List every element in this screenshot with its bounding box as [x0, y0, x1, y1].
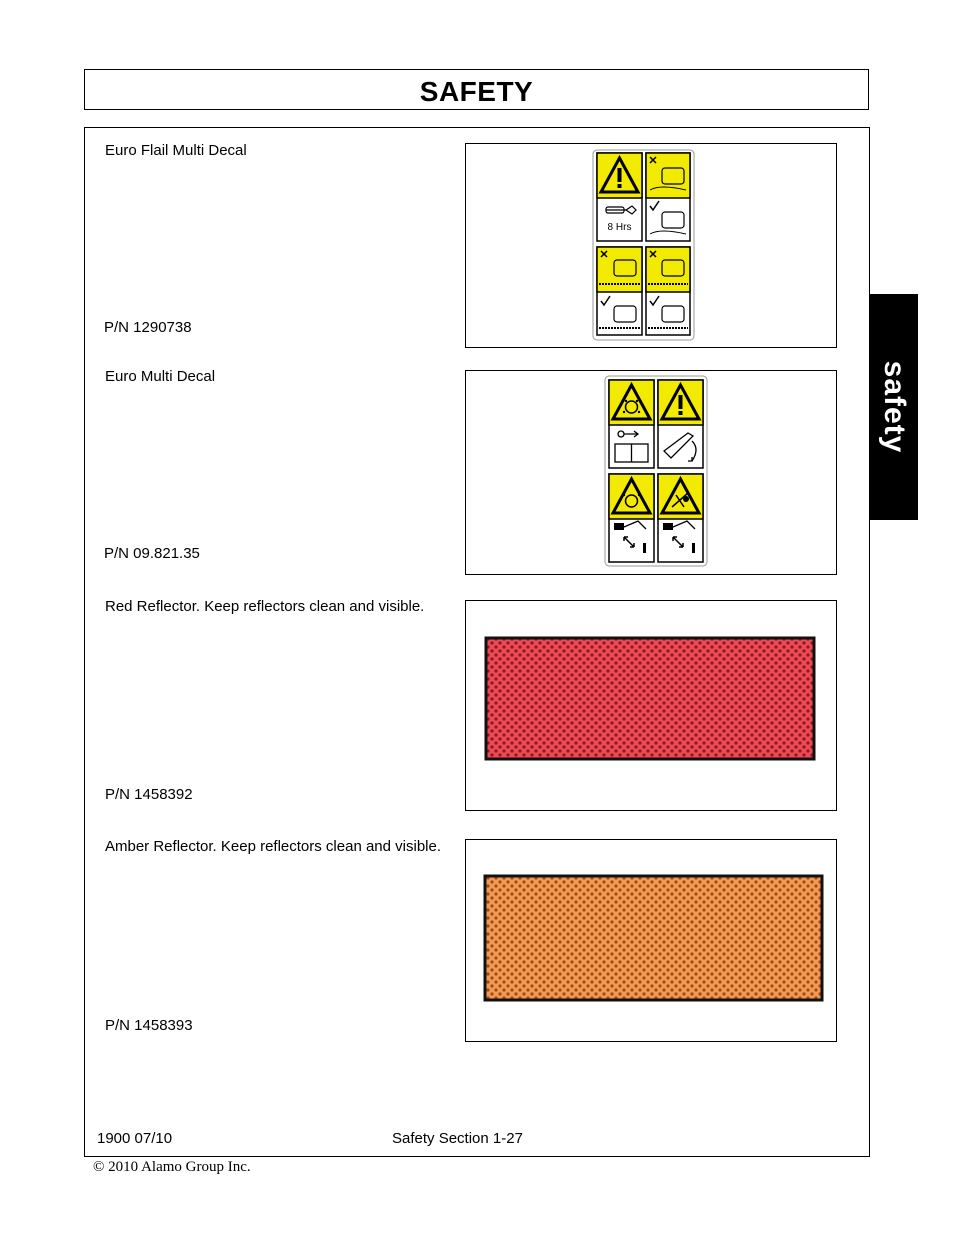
decal-part-number: P/N 1290738 — [104, 319, 192, 336]
decal-part-number: P/N 09.821.35 — [104, 545, 200, 562]
decal-part-number: P/N 1458393 — [105, 1017, 193, 1034]
decal-name: Amber Reflector. Keep reflectors clean and visible. — [105, 838, 441, 855]
reflector-image-frame — [465, 600, 837, 811]
decal-image-frame — [465, 143, 837, 348]
decal-name: Red Reflector. Keep reflectors clean and visible. — [105, 598, 425, 615]
hours-label: 8 Hrs — [607, 222, 632, 233]
euro-multi-decal-graphic — [466, 371, 836, 574]
page-title: SAFETY — [419, 76, 534, 107]
header-box — [84, 69, 869, 110]
decal-part-number: P/N 1458392 — [105, 786, 193, 803]
footer-model-date: 1900 07/10 — [97, 1130, 173, 1147]
section-tab-label: safety — [877, 360, 911, 454]
decal-name: Euro Flail Multi Decal — [105, 142, 247, 159]
footer-section: Safety Section 1-27 — [392, 1130, 523, 1147]
red-reflector-graphic — [466, 601, 836, 810]
decal-image-frame — [465, 370, 837, 575]
section-tab — [869, 294, 918, 520]
reflector-image-frame — [465, 839, 837, 1042]
copyright: © 2010 Alamo Group Inc. — [93, 1159, 251, 1175]
flail-multi-decal-graphic — [466, 144, 836, 347]
amber-reflector-graphic — [466, 840, 836, 1041]
decal-name: Euro Multi Decal — [105, 368, 216, 385]
